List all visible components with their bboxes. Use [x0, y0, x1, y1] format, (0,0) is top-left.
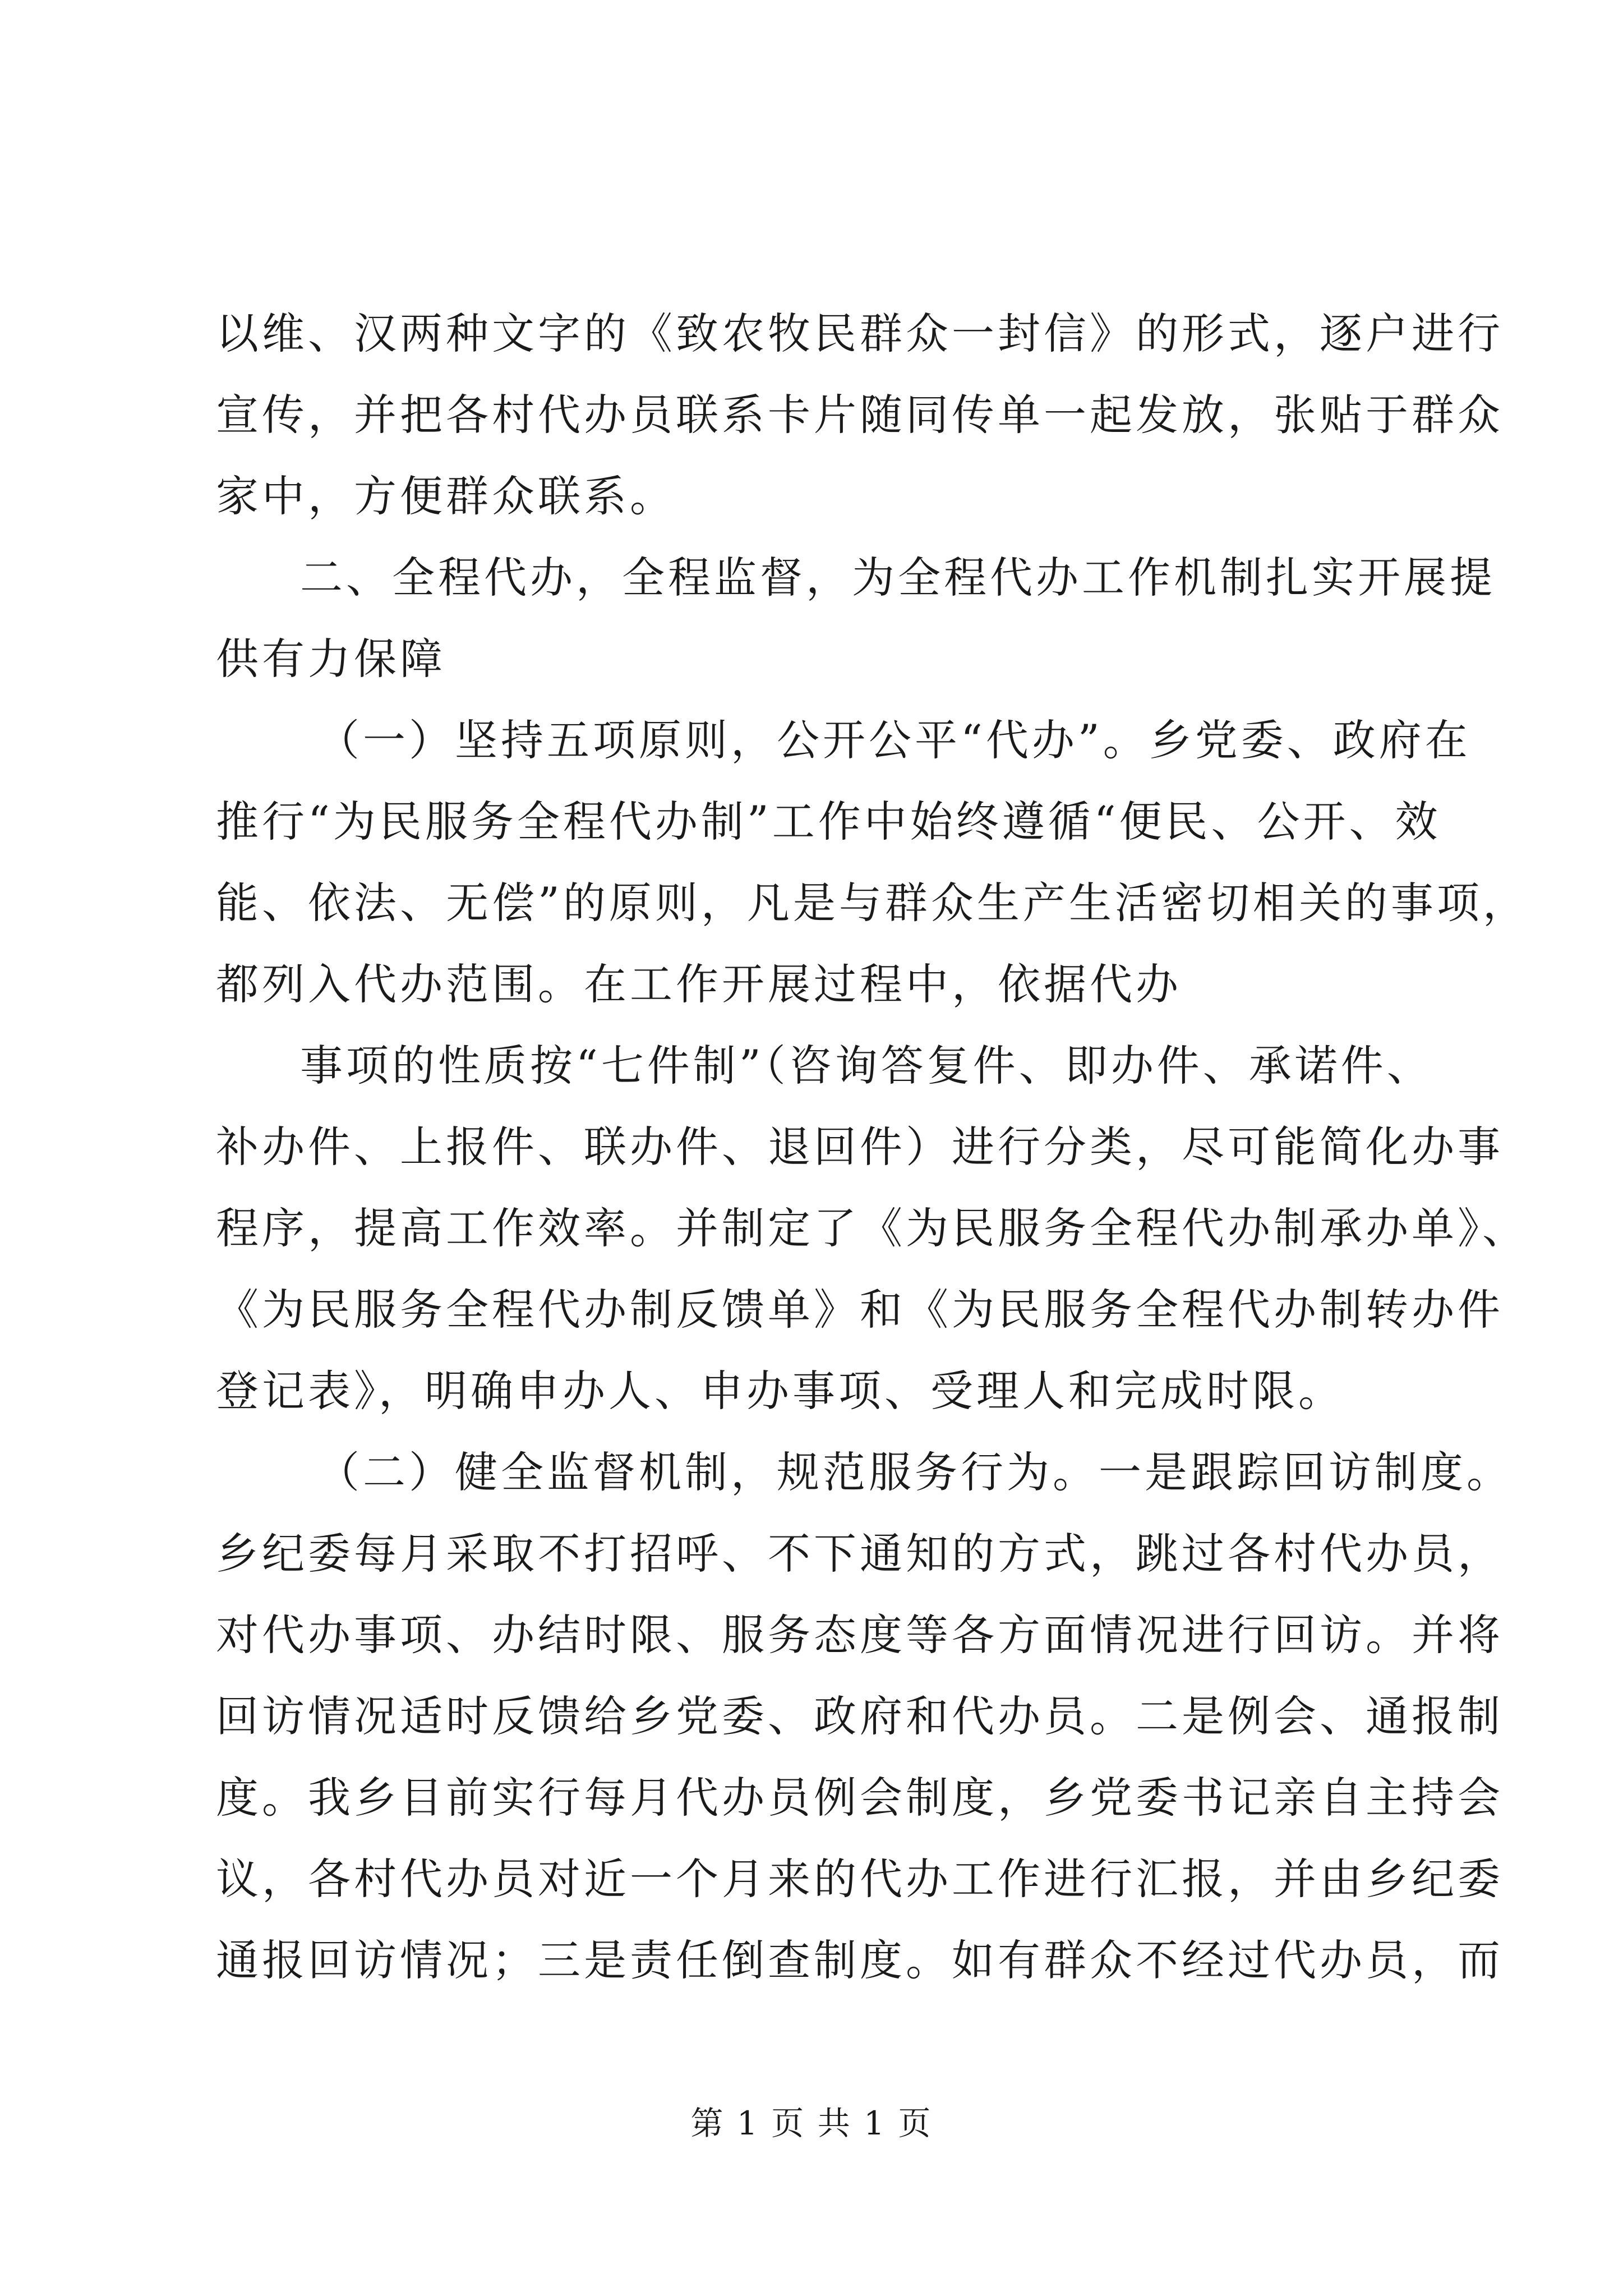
body-text-line: 登记表》，明确申办人、申办事项、受理人和完成时限。: [216, 1366, 1344, 1416]
body-text-line: 以维、汉两种文字的《致农牧民群众一封信》的形式，逐户进行: [216, 309, 1504, 358]
body-text-line: 议，各村代办员对近一个月来的代办工作进行汇报，并由乡纪委: [216, 1854, 1504, 1904]
body-text-line: 宣传，并把各村代办员联系卡片随同传单一起发放，张贴于群众: [216, 390, 1504, 440]
body-text-line: （二）健全监督机制，规范服务行为。一是跟踪回访制度。: [317, 1447, 1513, 1497]
body-text-line: 通报回访情况；三是责任倒查制度。如有群众不经过代办员，而: [216, 1935, 1504, 1985]
body-text-line: 事项的性质按“七件制”（咨询答复件、即办件、承诺件、: [300, 1041, 1433, 1091]
body-text-line: 对代办事项、办结时限、服务态度等各方面情况进行回访。并将: [216, 1610, 1504, 1660]
section-heading-line: 供有力保障: [216, 634, 446, 684]
body-text-line: （一）坚持五项原则，公开公平“代办”。乡党委、政府在: [317, 715, 1471, 765]
body-text-line: 能、依法、无偿”的原则，凡是与群众生产生活密切相关的事项，: [216, 878, 1529, 928]
body-text-line: 程序，提高工作效率。并制定了《为民服务全程代办制承办单》、: [216, 1203, 1528, 1253]
body-text-line: 推行“为民服务全程代办制”工作中始终遵循“便民、公开、效: [216, 797, 1441, 846]
body-text-line: 度。我乡目前实行每月代办员例会制度，乡党委书记亲自主持会: [216, 1773, 1504, 1823]
page-number-footer: 第 1 页 共 1 页: [690, 2104, 933, 2142]
body-text-line: 回访情况适时反馈给乡党委、政府和代办员。二是例会、通报制: [216, 1691, 1504, 1741]
section-heading-line: 二、全程代办，全程监督，为全程代办工作机制扎实开展提: [300, 553, 1496, 602]
body-text-line: 补办件、上报件、联办件、退回件）进行分类，尽可能简化办事: [216, 1122, 1504, 1172]
body-text-line: 《为民服务全程代办制反馈单》和《为民服务全程代办制转办件: [216, 1285, 1504, 1335]
body-text-line: 都列入代办范围。在工作开展过程中，依据代办: [216, 959, 1182, 1009]
body-text-line: 家中，方便群众联系。: [216, 471, 676, 521]
body-text-line: 乡纪委每月采取不打招呼、不下通知的方式，跳过各村代办员，: [216, 1529, 1504, 1579]
